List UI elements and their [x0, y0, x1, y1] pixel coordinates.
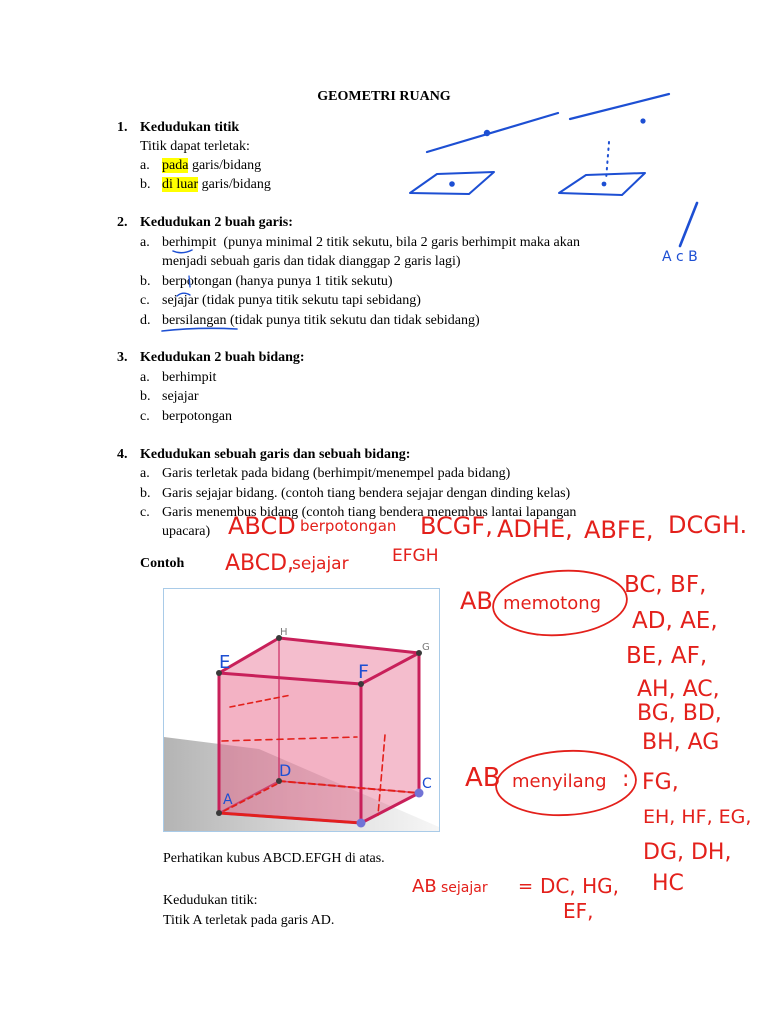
red-note-relation: menyilang: [512, 771, 607, 792]
blue-sketch-line: [427, 113, 558, 152]
handwritten-label-a: A: [223, 792, 233, 808]
blue-sketch-point: [484, 130, 490, 136]
red-note-relation: memotong: [503, 593, 602, 614]
statement: Titik A terletak pada garis AD.: [163, 913, 335, 928]
section-1-intro: Titik dapat terletak:: [140, 139, 250, 154]
blue-sketch-point: [602, 182, 607, 187]
list-letter: a.: [140, 466, 150, 481]
list-letter: c.: [140, 505, 150, 520]
red-note-equals: =: [518, 876, 534, 897]
handwritten-label-f: F: [358, 661, 369, 683]
red-note-relation: sejajar: [441, 880, 488, 896]
list-item-text: berhimpit: [162, 370, 217, 385]
section-2-number: 2.: [117, 215, 128, 230]
subheading: Kedudukan titik:: [163, 893, 258, 908]
blue-sketch-dotted-line: [606, 142, 609, 180]
list-item-text: garis/bidang: [188, 158, 262, 173]
list-item-text: berpotongan (hanya punya 1 titik sekutu): [162, 274, 393, 289]
red-note-plane: EFGH: [392, 546, 439, 566]
handwritten-label-e: E: [219, 652, 231, 673]
list-letter: b.: [140, 486, 151, 501]
list-letter: c.: [140, 409, 150, 424]
page-title: GEOMETRI RUANG: [317, 89, 451, 104]
red-note-row: FG,: [642, 770, 679, 795]
red-note-subject: AB: [460, 587, 493, 615]
list-letter: c.: [140, 293, 150, 308]
list-item-text: Garis sejajar bidang. (contoh tiang bendera sejajar dengan dinding kelas): [162, 486, 571, 501]
red-note-subject: AB: [465, 763, 501, 793]
blue-sketch-point: [640, 118, 645, 123]
list-item: [162, 157, 261, 175]
section-4-heading: Kedudukan sebuah garis dan sebuah bidang:: [140, 447, 411, 462]
red-note-plane: ADHE,: [497, 515, 573, 543]
red-note-relation: sejajar: [292, 554, 349, 574]
blue-sketch-plane: [410, 172, 494, 194]
cube-figure: [163, 588, 440, 832]
red-note-colon: :: [622, 767, 630, 792]
section-3-heading: Kedudukan 2 buah bidang:: [140, 350, 305, 365]
red-note-row: DG, DH,: [643, 840, 732, 865]
red-note-row: AH, AC,: [637, 677, 720, 702]
section-3-number: 3.: [117, 350, 128, 365]
example-heading: Contoh: [140, 556, 185, 571]
label-h: H: [280, 627, 288, 638]
red-note-subject: AB: [412, 876, 437, 897]
red-note-row: BH, AG: [642, 730, 720, 755]
red-note-row: AD, AE,: [632, 608, 718, 634]
list-item-text: sejajar (tidak punya titik sekutu tapi sebidang): [162, 293, 421, 308]
cube-diagram: [164, 589, 439, 831]
list-letter: b.: [140, 389, 151, 404]
list-letter: b.: [140, 177, 151, 192]
section-1-number: 1.: [117, 120, 128, 135]
section-1-heading: Kedudukan titik: [140, 120, 240, 135]
figure-instruction: Perhatikan kubus ABCD.EFGH di atas.: [163, 851, 385, 866]
red-note-plane: BCGF,: [420, 512, 493, 540]
list-letter: a.: [140, 158, 150, 173]
blue-sketch-plane: [559, 173, 645, 195]
red-note-row: DC, HG,: [540, 874, 619, 898]
list-item-text: Garis terletak pada bidang (berhimpit/menempel pada bidang): [162, 466, 511, 481]
red-note-relation: berpotongan: [300, 517, 397, 535]
vertex-b: [357, 819, 366, 828]
list-item-continuation: menjadi sebuah garis dan tidak dianggap 2 garis lagi): [162, 254, 461, 269]
red-note-subject: ABCD,: [225, 551, 295, 576]
red-note-row: BG, BD,: [637, 701, 722, 726]
list-letter: b.: [140, 274, 151, 289]
red-note-row: HC: [652, 871, 684, 896]
list-letter: a.: [140, 235, 150, 250]
red-note-row: EF,: [563, 899, 594, 923]
red-note-row: BC, BF,: [624, 572, 707, 598]
list-item-text: garis/bidang: [198, 177, 271, 192]
list-item-text: bersilangan (tidak punya titik sekutu dan tidak sebidang): [162, 313, 480, 328]
highlighted-text: pada: [162, 158, 189, 173]
list-item: [162, 176, 271, 194]
list-item-continuation: upacara): [162, 524, 211, 539]
handwritten-label-c: C: [422, 776, 432, 792]
highlighted-text: di luar: [162, 177, 199, 192]
red-note-subject: ABCD: [228, 512, 296, 540]
red-note-plane: ABFE,: [584, 516, 654, 544]
red-note-row: EH, HF, EG,: [643, 806, 752, 828]
list-letter: a.: [140, 370, 150, 385]
face-front: [219, 673, 361, 823]
section-2-heading: Kedudukan 2 buah garis:: [140, 215, 293, 230]
list-letter: d.: [140, 313, 151, 328]
label-g: G: [422, 642, 430, 653]
blue-sketch-point: [449, 181, 455, 187]
list-item-text: berpotongan: [162, 409, 232, 424]
blue-sketch-line: [680, 203, 697, 246]
handwritten-coincide-label: A c B: [662, 249, 698, 265]
list-item-text: Garis menembus bidang (contoh tiang bendera menembus lantai lapangan: [162, 505, 577, 520]
red-note-row: BE, AF,: [626, 643, 708, 669]
list-item-text: berhimpit (punya minimal 2 titik sekutu, bila 2 garis berhimpit maka akan: [162, 235, 580, 250]
list-item-text: sejajar: [162, 389, 199, 404]
section-4-number: 4.: [117, 447, 128, 462]
handwritten-label-d: D: [279, 761, 292, 780]
red-note-plane: DCGH.: [668, 511, 748, 539]
vertex-a: [216, 810, 222, 816]
